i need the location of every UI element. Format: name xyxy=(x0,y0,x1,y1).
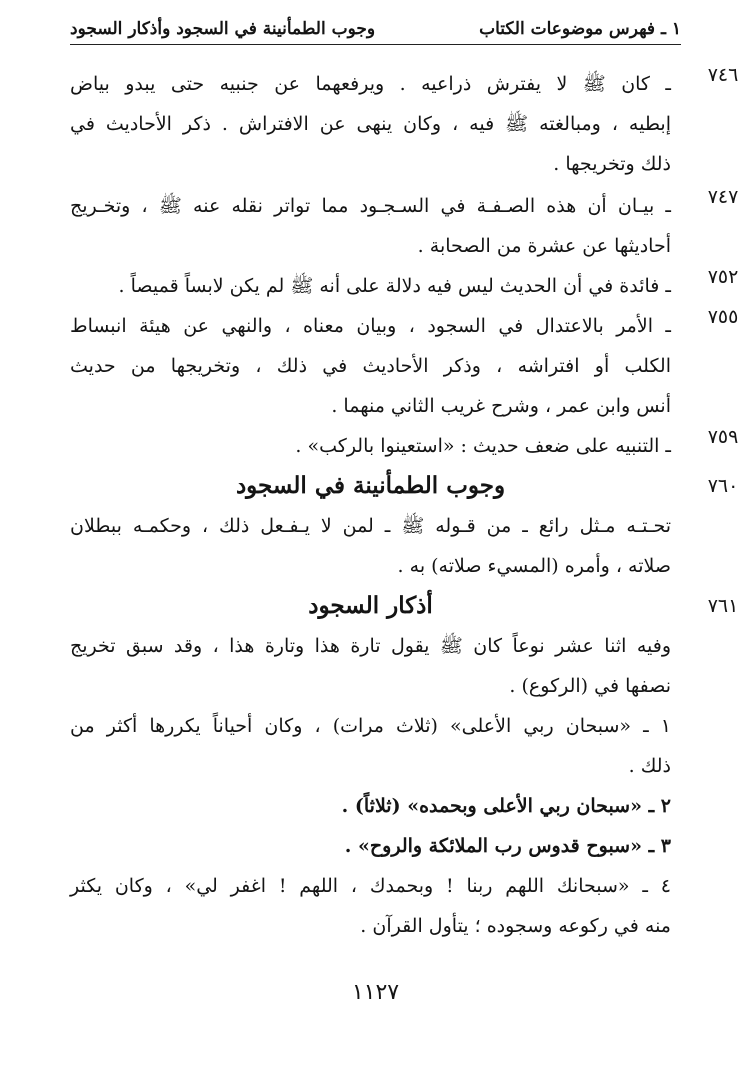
entry-page-number: ٧٤٦ xyxy=(707,64,739,86)
entry-line: وفيه اثنا عشر نوعاً كان ﷺ يقول تارة هذا وتارة هذا ، وقد سبق تخريج xyxy=(70,635,671,657)
section-title: وجوب الطمأنينة في السجود xyxy=(235,472,506,499)
entry-line: ٢ ـ «سبحان ربي الأعلى وبحمده» (ثلاثاً) . xyxy=(341,795,671,817)
entry-line: نصفها في (الركوع) . xyxy=(509,675,671,697)
entry-line: ذلك وتخريجها . xyxy=(553,153,671,175)
entry-line: ـ الأمر بالاعتدال في السجود ، وبيان معناه ، والنهي عن هيئة انبساط xyxy=(70,315,671,337)
section-description xyxy=(70,506,671,586)
entry-page-number: ٧٤٧ xyxy=(707,186,739,208)
entry-line: الكلب أو افتراشه ، وذكر الأحاديث في ذلك ، وتخريجها من حديث xyxy=(70,355,671,377)
section-heading xyxy=(70,586,739,626)
dhikr-item xyxy=(70,866,671,946)
entry-line: صلاته ، وأمره (المسيء صلاته) به . xyxy=(397,555,671,577)
entry-line: ١ ـ «سبحان ربي الأعلى» (ثلاث مرات) ، وكان أحياناً يكررها أكثر من xyxy=(70,715,671,737)
section-title: أذكار السجود xyxy=(308,592,433,619)
entry-line: أنس وابن عمر ، وشرح غريب الثاني منهما . xyxy=(331,395,671,417)
entry-line: ذلك . xyxy=(628,755,671,777)
entry-page-number: ٧٥٩ xyxy=(707,426,739,448)
entry-line: ـ فائدة في أن الحديث ليس فيه دلالة على أنه ﷺ لم يكن لابساً قميصاً . xyxy=(118,275,671,297)
entry-line: ـ كان ﷺ لا يفترش ذراعيه . ويرفعهما عن جنبيه حتى يبدو بياض xyxy=(70,73,671,95)
index-entry xyxy=(70,426,739,466)
entry-line: ـ بيـان أن هذه الصـفـة في السـجـود مما تواتر نقله عنه ﷺ ، وتخـريج xyxy=(70,195,671,217)
header-chapter-title: وجوب الطمأنينة في السجود وأذكار السجود xyxy=(70,19,376,39)
header-section-title: ١ ـ فهرس موضوعات الكتاب xyxy=(479,19,681,39)
index-entry xyxy=(70,306,739,426)
entry-line: ٤ ـ «سبحانك اللهم ربنا ! وبحمدك ، اللهم ! اغفر لي» ، وكان يكثر xyxy=(70,875,671,897)
page-number: ١١٢٧ xyxy=(351,980,400,1005)
entry-line: تحـتـه مـثل رائع ـ من قـوله ﷺ ـ لمن لا يـفـعل ذلك ، وحكمـه ببطلان xyxy=(70,515,671,537)
dhikr-item xyxy=(70,706,671,786)
entry-line: إبطيه ، ومبالغته ﷺ فيه ، وكان ينهى عن الافتراش . ذكر الأحاديث في xyxy=(70,113,671,135)
section-heading xyxy=(70,466,739,506)
dhikr-item xyxy=(70,826,671,866)
entry-page-number: ٧٦٠ xyxy=(707,475,739,497)
entry-line: منه في ركوعه وسجوده ؛ يتأول القرآن . xyxy=(360,915,671,937)
index-entry xyxy=(70,186,739,266)
entry-page-number: ٧٥٢ xyxy=(707,266,739,288)
index-entry xyxy=(70,266,739,306)
entry-line: أحاديثها عن عشرة من الصحابة . xyxy=(417,235,671,257)
entry-page-number: ٧٥٥ xyxy=(707,306,739,328)
entry-page-number: ٧٦١ xyxy=(707,595,739,617)
section-intro xyxy=(70,626,671,706)
dhikr-item xyxy=(70,786,671,826)
index-entry xyxy=(70,64,739,184)
entry-line: ـ التنبيه على ضعف حديث : «استعينوا بالركب» . xyxy=(295,435,671,457)
running-header xyxy=(70,14,681,45)
entry-line: ٣ ـ «سبوح قدوس رب الملائكة والروح» . xyxy=(344,835,671,857)
